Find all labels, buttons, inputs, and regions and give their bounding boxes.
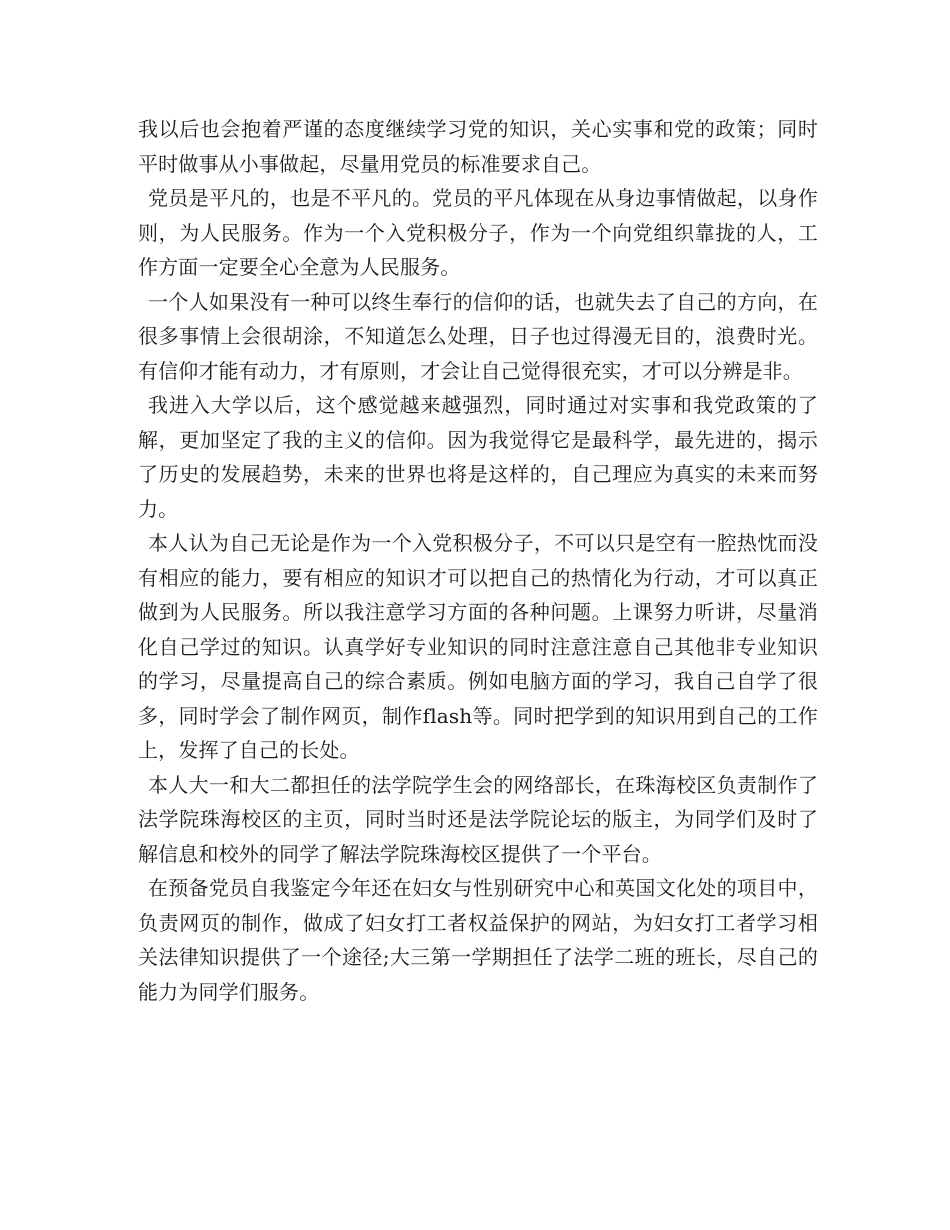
paragraph-7: 在预备党员自我鉴定今年还在妇女与性别研究中心和英国文化处的项目中，负责网页的制作，做成了妇女打工者权益保护的网站，为妇女打工者学习相关法律知识提供了一个途径;大三第一学期担任了法学二班的班长，尽自己的能力为同学们服务。 <box>138 876 818 1004</box>
paragraph-3: 一个人如果没有一种可以终生奉行的信仰的话，也就失去了自己的方向，在很多事情上会很胡涂，不知道怎么处理，日子也过得漫无目的，浪费时光。有信仰才能有动力，才有原则，才会让自己觉得很充实，才可以分辨是非。 <box>138 289 818 383</box>
paragraph-4: 我进入大学以后，这个感觉越来越强烈，同时通过对实事和我党政策的了解，更加坚定了我的主义的信仰。因为我觉得它是最科学，最先进的，揭示了历史的发展趋势，未来的世界也将是这样的，自己理应为真实的未来而努力。 <box>138 393 818 521</box>
paragraph-2: 党员是平凡的，也是不平凡的。党员的平凡体现在从身边事情做起，以身作则，为人民服务。作为一个入党积极分子，作为一个向党组织靠拢的人，工作方面一定要全心全意为人民服务。 <box>138 186 818 279</box>
paragraph-1: 我以后也会抱着严谨的态度继续学习党的知识，关心实事和党的政策；同时平时做事从小事做起，尽量用党员的标准要求自己。 <box>138 117 818 176</box>
paragraph-6: 本人大一和大二都担任的法学院学生会的网络部长，在珠海校区负责制作了法学院珠海校区的主页，同时当时还是法学院论坛的版主，为同学们及时了解信息和校外的同学了解法学院珠海校区提供了一个平台。 <box>138 772 818 866</box>
paragraph-5: 本人认为自己无论是作为一个入党积极分子，不可以只是空有一腔热忱而没有相应的能力，要有相应的知识才可以把自己的热情化为行动，才可以真正做到为人民服务。所以我注意学习方面的各种问题。上课努力听讲，尽量消化自己学过的知识。认真学好专业知识的同时注意注意自己其他非专业知识的学习，尽量提高自己的综合素质。例如电脑方面的学习，我自己自学了很多，同时学会了制作网页，制作flash等。同时把学到的知识用到自己的工作上，发挥了自己的长处。 <box>138 531 818 762</box>
document-body <box>138 112 818 1009</box>
